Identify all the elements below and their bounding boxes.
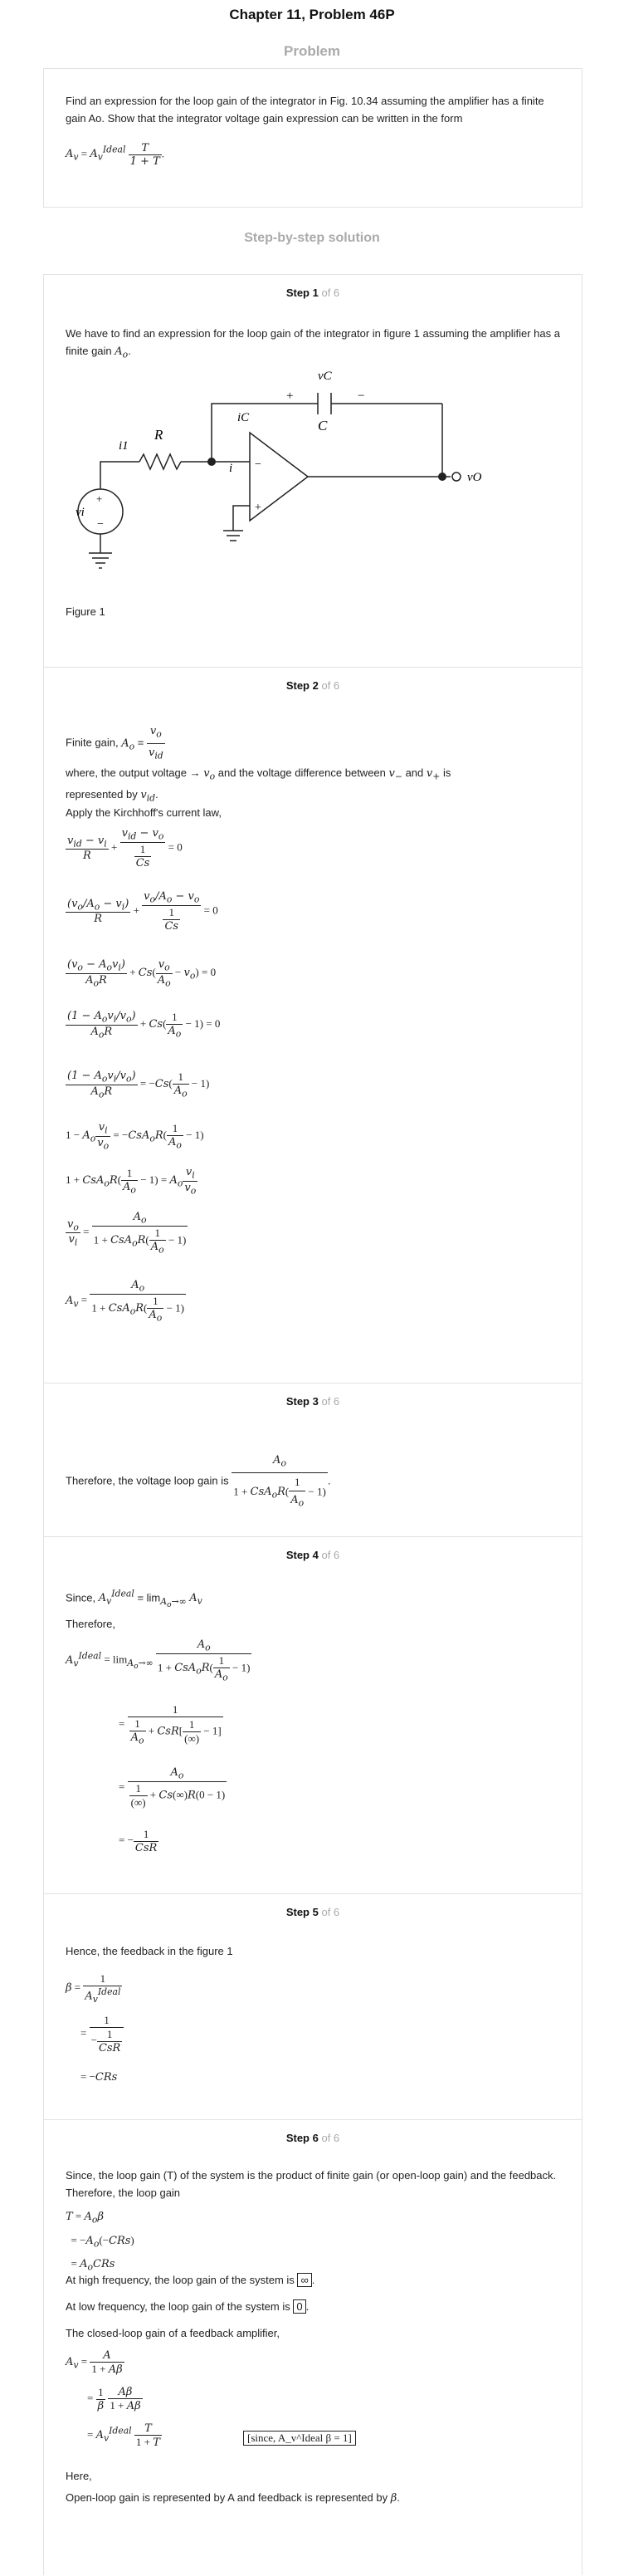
eq-6-loop: $T = A_o\beta$ = $-A_o(-CRs)$ = $A_oCRs$ — [66, 2210, 134, 2273]
step-1-text: We have to find an expression for the loop gain of the integrator in figure 1 assuming the amplifier has a finite gain $A_o$. — [66, 327, 560, 360]
label-plus: + — [286, 389, 294, 403]
step-2-where: where, the output voltage → $v_o$ and the voltage difference between $v_-$ and $v_+$ is represented by $v_{id}$. — [66, 766, 451, 804]
eq-5-1: β = $\frac{1}{A_v^{Ideal}}$ — [66, 1972, 121, 2005]
svg-text:+: + — [96, 492, 103, 505]
low-freq-value: 0 — [293, 2299, 305, 2314]
solution-heading: Step-by-step solution — [244, 231, 380, 245]
steps-container — [43, 274, 583, 2575]
step-3-text: Therefore, the voltage loop gain is $A_o$ 1 + CsA$_o$R( $\frac{1}{A_o}$ − 1) . — [66, 1452, 330, 1511]
label-r: R — [154, 427, 163, 443]
svg-text:+: + — [255, 502, 261, 514]
step-4-therefore: Therefore, — [66, 1618, 115, 1630]
eq-2-4: $\frac{(1 - A_ov_i/v_o)}{A_oR}$ + Cs( $\frac{1}{A_o}$ − 1) = 0 — [67, 1010, 221, 1041]
high-freq-value: ∞ — [297, 2273, 311, 2287]
label-vi: vi — [76, 506, 85, 519]
eq-2-1: $\frac{v_{id} - v_i}{R}$ + $\frac{v_{id} - v_o}{\frac{1}{Cs}}$ = 0 — [67, 827, 183, 869]
step-6-here: Here, — [66, 2470, 92, 2482]
step-6-header: Step 6 of 6 — [285, 2132, 340, 2144]
step-4-header: Step 4 of 6 — [285, 1549, 340, 1561]
eq-2-8: $\frac{v_o}{v_i}$ = $A_o$ 1 + CsA$_o$R( $\frac{1}{A_o}$ − 1) — [67, 1211, 187, 1256]
step-6 — [44, 2120, 582, 2576]
label-minus: − — [358, 389, 365, 403]
eq-5-2: = 1 − $\frac{1}{\text{CsR}}$ — [80, 2014, 124, 2054]
step-4-since: Since, $A_v^{Ideal} = \lim_{A_o\to\infty} A_v$ — [66, 1589, 202, 1610]
step-1 — [44, 275, 582, 668]
page-title: Chapter 11, Problem 46P — [229, 7, 395, 22]
step-5-text: Hence, the feedback in the figure 1 — [66, 1945, 233, 1957]
step-6-high-freq: At high frequency, the loop gain of the system is ∞ . — [66, 2274, 315, 2286]
eq-5-3: = −CRs — [80, 2070, 118, 2084]
eq-6-2: = $\frac{1}{\beta}$ $\frac{A\beta}{1 + A\beta}$ — [87, 2386, 141, 2412]
step-3-header: Step 3 of 6 — [285, 1395, 340, 1408]
step-6-low-freq: At low frequency, the loop gain of the system is 0 . — [66, 2300, 310, 2313]
eq-6-3: = $A_v^{Ideal}$ $\frac{T}{1 + T}$ — [87, 2422, 160, 2449]
figure-caption: Figure 1 — [66, 605, 105, 618]
step-6-open-loop: Open-loop gain is represented by A and feedback is represented by β. — [66, 2491, 400, 2505]
problem-formula: $A_v = A_v^{Ideal}$ $\frac{T}{1 + T}$ . — [66, 142, 165, 168]
problem-text: Find an expression for the loop gain of the integrator in Fig. 10.34 assuming the amplifier has a finite gain Ao. Show that the integrator voltage gain expression can be written in the form — [66, 95, 544, 125]
eq-4-2: = 1 $\frac{1}{A_o}$ + CsR[ $\frac{1}{(\infty)}$ − 1] — [119, 1703, 222, 1746]
label-i1: i1 — [119, 439, 129, 453]
eq-6-1: $A_v$ = $\frac{A}{1 + A\beta}$ — [66, 2349, 123, 2376]
eq-2-6: $1 - A_o$ $\frac{v_i}{v_o}$ = −CsA$_o$R( $\frac{1}{A_o}$ − 1) — [66, 1121, 204, 1152]
eq-2-3: $\frac{(v_o - A_ov_i)}{A_oR}$ + Cs( $\frac{v_o}{A_o}$ − $v_o) = 0$ — [67, 958, 217, 989]
since-note: [since, A_v^Ideal β = 1] — [243, 2431, 356, 2446]
eq-2-7: 1 + CsA$_o$R( $\frac{1}{A_o}$ − $1) = A_o$ $\frac{v_i}{v_o}$ — [66, 1166, 197, 1197]
step-2 — [44, 668, 582, 1383]
step-4 — [44, 1537, 582, 1894]
svg-text:−: − — [255, 458, 261, 471]
step-5-header: Step 5 of 6 — [285, 1906, 340, 1918]
svg-text:−: − — [97, 518, 104, 531]
eq-4-4: = − $\frac{1}{\text{CsR}}$ — [119, 1828, 158, 1854]
eq-2-2: $\frac{(v_o/A_o - v_i)}{R}$ + $\frac{v_o/A_o - v_o}{\frac{1}{Cs}}$ = 0 — [67, 890, 218, 933]
eq-4-1: $A_v^{Ideal} = \lim_{A_o\to\infty}$ $A_o$ 1 + CsA$_o$R( $\frac{1}{A_o}$ − 1) — [66, 1638, 251, 1683]
step-5 — [44, 1894, 582, 2120]
eq-4-3: = $A_o$ $\frac{1}{(\infty)}$ + Cs(∞)R(0 − 1) — [119, 1766, 226, 1809]
eq-2-9: $A_v$ = $A_o$ 1 + CsA$_o$R( $\frac{1}{A_o}$ − 1) — [66, 1279, 184, 1324]
step-6-text-1: Since, the loop gain (T) of the system is the product of finite gain (or open-loop gain) and the feedback. Therefore, the loop gain — [66, 2169, 557, 2199]
label-c: C — [318, 418, 328, 433]
label-vc: vC — [318, 370, 332, 383]
label-vo: vO — [467, 471, 482, 484]
label-ic: iC — [237, 411, 250, 424]
step-2-apply: Apply the Kirchhoff's current law, — [66, 806, 222, 819]
integrator-circuit — [61, 366, 575, 615]
problem-box — [43, 68, 583, 208]
problem-heading: Problem — [283, 43, 341, 59]
step-1-header: Step 1 of 6 — [285, 286, 340, 299]
step-3 — [44, 1383, 582, 1537]
step-6-closed-loop: The closed-loop gain of a feedback amplifier, — [66, 2327, 280, 2339]
step-2-finite-gain: Finite gain, $A_o$ = $\frac{v_o}{v_{id}}$ — [66, 722, 165, 764]
step-2-header: Step 2 of 6 — [285, 679, 340, 692]
eq-2-5: $\frac{(1 - A_ov_i/v_o)}{A_oR}$ = −Cs( $\frac{1}{A_o}$ − 1) — [67, 1070, 210, 1100]
label-i: i — [229, 462, 233, 475]
